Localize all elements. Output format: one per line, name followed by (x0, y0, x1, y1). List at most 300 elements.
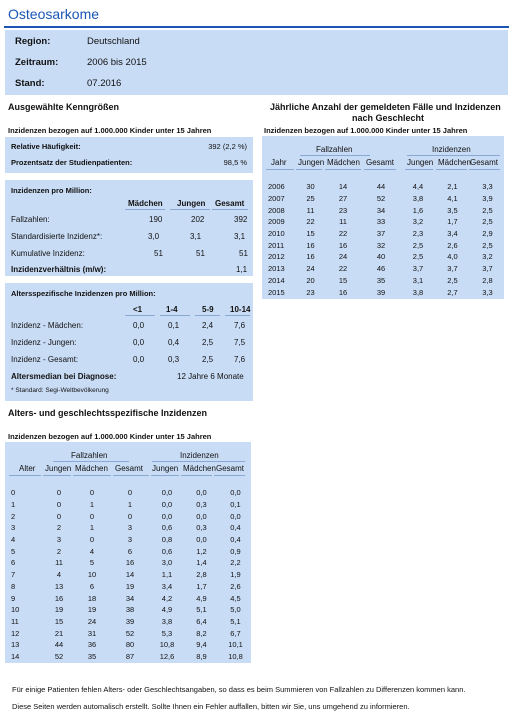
cell: 392 (234, 215, 248, 224)
kpi-value: 98,5 % (223, 158, 247, 167)
age-table (5, 487, 251, 662)
table-cell: 18 (87, 593, 97, 603)
table-cell: 2,6 (447, 240, 458, 250)
col: Mädchen (183, 464, 216, 473)
table-cell: 0,8 (161, 535, 173, 545)
group-divider (152, 461, 245, 462)
table-cell: 2,6 (230, 581, 241, 591)
row-key: 2010 (268, 229, 285, 239)
col-divider (113, 475, 149, 476)
year-table (262, 181, 504, 298)
table-cell: 0,0 (161, 500, 173, 510)
row-key: 8 (11, 581, 16, 591)
footer-note-2: Diese Seiten werden automalisch erstellt. Sollte Ihnen ein Fehler auffallen, bitten wir Sie, uns umgehend zu informieren. (12, 702, 410, 711)
table-cell: 3,9 (482, 194, 493, 204)
table-cell: 8,9 (196, 651, 207, 661)
table-cell: 16 (54, 593, 64, 603)
table-cell: 37 (376, 229, 386, 239)
table-cell: 0 (127, 488, 133, 498)
table-cell: 52 (376, 194, 386, 204)
table-cell: 0,0 (161, 488, 173, 498)
table-cell: 1,7 (196, 581, 207, 591)
row-key: 11 (11, 616, 19, 626)
row-key: 2011 (268, 240, 285, 250)
col: Gesamt (470, 158, 499, 167)
col-divider (195, 315, 220, 316)
table-cell: 2,5 (412, 252, 424, 262)
age-table-header (5, 442, 251, 487)
table-cell: 0,1 (230, 500, 241, 510)
row-key: 2009 (268, 217, 285, 227)
table-cell: 15 (306, 229, 315, 239)
table-cell: 3,8 (412, 194, 424, 204)
right-heading: Jährliche Anzahl der gemeldeten Fälle und Inzidenzen (270, 102, 501, 112)
table-cell: 24 (87, 616, 97, 626)
table-cell: 34 (376, 205, 386, 215)
table-cell: 0,6 (161, 523, 173, 533)
table-cell: 11 (55, 558, 63, 568)
table-cell: 0,9 (230, 546, 241, 556)
table-cell: 0,0 (230, 511, 241, 521)
meta-region (15, 36, 140, 47)
table-cell: 3,7 (412, 264, 424, 274)
table-cell: 23 (338, 205, 348, 215)
col: Mädchen (75, 464, 108, 473)
cell: 51 (239, 249, 248, 258)
row-key: 10 (11, 605, 20, 615)
table-row (262, 263, 504, 275)
table-cell: 2 (56, 523, 62, 533)
row-key: 2015 (268, 287, 285, 297)
table-cell: 1,7 (447, 217, 458, 227)
table-row (5, 616, 251, 628)
agespec-box (5, 283, 253, 401)
table-cell: 4,9 (161, 605, 173, 615)
table-cell: 24 (338, 252, 348, 262)
row-key: 2008 (268, 205, 285, 215)
col-age: 10-14 (230, 305, 251, 314)
table-cell: 2,5 (482, 205, 493, 215)
cell: 0,0 (133, 321, 145, 330)
table-cell: 44 (376, 182, 386, 192)
table-cell: 23 (306, 287, 315, 297)
table-row (262, 181, 504, 193)
row-key: 0 (11, 488, 16, 498)
footer-note-1: Für einige Patienten fehlen Alters- oder Geschlechtsangaben, so dass es beim Summieren von Fallzahlen zu Differenzen kommen kann. (12, 685, 466, 694)
cell: 2,5 (202, 338, 214, 347)
table-row (5, 499, 251, 511)
table-cell: 16 (125, 558, 135, 568)
table-cell: 0 (56, 511, 62, 521)
table-cell: 0,0 (230, 488, 241, 498)
median-label: Altersmedian bei Diagnose: (11, 372, 117, 381)
kpi-label: Prozentsatz der Studienpatienten: (11, 158, 133, 167)
kpi-value: 392 (2,2 %) (208, 142, 247, 151)
table-cell: 1 (89, 500, 95, 510)
table-row (262, 251, 504, 263)
table-cell: 3,2 (482, 252, 493, 262)
row-key: 2014 (268, 275, 285, 285)
table-cell: 40 (376, 252, 386, 262)
table-cell: 6,7 (230, 628, 241, 638)
col: Jungen (298, 158, 325, 167)
table-cell: 2,9 (482, 229, 493, 239)
table-cell: 2,5 (482, 240, 493, 250)
standard-note: * Standard: Segi-Weltbevölkerung (11, 387, 109, 394)
region-value: Deutschland (87, 36, 140, 47)
table-row (5, 557, 251, 569)
row-key: 1 (11, 500, 16, 510)
table-cell: 31 (87, 628, 97, 638)
table-cell: 4,4 (412, 182, 424, 192)
col-divider (9, 475, 41, 476)
cell: 190 (149, 215, 163, 224)
table-cell: 24 (306, 264, 315, 274)
table-cell: 12,6 (159, 651, 175, 661)
cell: 2,5 (202, 355, 214, 364)
table-cell: 39 (376, 287, 386, 297)
table-cell: 0 (127, 511, 133, 521)
table-row (5, 487, 251, 499)
col: Mädchen (438, 158, 471, 167)
cell: 3,1 (190, 232, 202, 241)
table-cell: 22 (338, 264, 348, 274)
row-key: 9 (11, 593, 16, 603)
row-key: 2012 (268, 252, 285, 262)
col-divider (266, 169, 294, 170)
table-cell: 14 (338, 182, 348, 192)
row-key: 2 (11, 511, 16, 521)
cell: 2,4 (202, 321, 214, 330)
cell: 3,1 (234, 232, 246, 241)
table-cell: 0 (89, 511, 95, 521)
table-cell: 44 (54, 640, 64, 650)
cell: 0,0 (133, 355, 145, 364)
row-label: Inzidenz - Jungen: (11, 338, 77, 347)
table-cell: 16 (306, 252, 315, 262)
table-row (5, 522, 251, 534)
table-row (262, 228, 504, 240)
table-cell: 11 (339, 217, 347, 227)
table-cell: 10,8 (228, 651, 243, 661)
row-label: Standardisierte Inzidenz*: (11, 232, 103, 241)
col-divider (225, 315, 250, 316)
table-cell: 32 (376, 240, 386, 250)
table-cell: 0,3 (196, 523, 207, 533)
col-divider (125, 315, 155, 316)
col-divider (364, 169, 396, 170)
table-cell: 1 (89, 523, 95, 533)
right-subheading: Inzidenzen bezogen auf 1.000.000 Kinder unter 15 Jahren (264, 126, 468, 135)
table-cell: 15 (54, 616, 64, 626)
table-cell: 13 (54, 581, 64, 591)
table-cell: 20 (306, 275, 315, 285)
col: Mädchen (327, 158, 360, 167)
table-cell: 3 (127, 523, 133, 533)
left-heading: Ausgewählte Kenngrößen (8, 102, 120, 112)
table-cell: 35 (376, 275, 386, 285)
group-divider (53, 461, 129, 462)
table-cell: 30 (306, 182, 315, 192)
col-divider (125, 209, 165, 210)
title-divider (4, 26, 509, 28)
page-title: Osteosarkome (8, 6, 100, 22)
region-label: Region: (15, 36, 51, 47)
col-jahr: Jahr (271, 158, 287, 167)
table-cell: 3,0 (161, 558, 173, 568)
group-inzidenzen: Inzidenzen (432, 145, 471, 154)
table-row (262, 239, 504, 251)
table-cell: 3,4 (161, 581, 173, 591)
row-key: 2006 (268, 182, 285, 192)
bottom-heading: Alters- und geschlechtsspezifische Inzidenzen (8, 408, 208, 418)
table-cell: 4,0 (447, 252, 458, 262)
year-table-body (262, 181, 504, 299)
cell: 7,6 (234, 355, 246, 364)
right-heading-2: nach Geschlecht (352, 113, 425, 123)
row-key: 7 (11, 570, 16, 580)
table-cell: 8,2 (196, 628, 207, 638)
table-cell: 0,0 (196, 535, 207, 545)
table-cell: 87 (125, 651, 135, 661)
table-cell: 1,6 (412, 205, 424, 215)
table-cell: 80 (125, 640, 135, 650)
col: Jungen (45, 464, 72, 473)
table-cell: 4,1 (447, 194, 458, 204)
table-cell: 35 (87, 651, 97, 661)
table-cell: 14 (125, 570, 135, 580)
col-divider (151, 475, 179, 476)
table-cell: 0,4 (230, 535, 241, 545)
row-key: 2013 (268, 264, 285, 274)
table-cell: 5 (89, 558, 95, 568)
bottom-subheading: Inzidenzen bezogen auf 1.000.000 Kinder unter 15 Jahren (8, 432, 212, 441)
table-cell: 22 (338, 229, 348, 239)
cell: 0,4 (168, 338, 180, 347)
col-divider (296, 169, 322, 170)
col-divider (469, 169, 500, 170)
table-row (262, 204, 504, 216)
cell: 7,6 (234, 321, 246, 330)
table-cell: 2 (56, 546, 62, 556)
table-cell: 16 (338, 287, 348, 297)
ratio-label: Inzidenzverhältnis (m/w): (11, 265, 107, 274)
col-divider (405, 169, 433, 170)
table-cell: 1,2 (196, 546, 207, 556)
table-cell: 16 (306, 240, 315, 250)
col-divider (436, 169, 467, 170)
permillion-box (5, 180, 253, 276)
table-cell: 2,7 (447, 287, 458, 297)
table-cell: 2,5 (482, 217, 493, 227)
period-label: Zeitraum: (15, 57, 59, 68)
meta-panel (5, 30, 508, 95)
col: Gesamt (115, 464, 144, 473)
table-row (5, 604, 251, 616)
meta-period (15, 57, 147, 68)
table-cell: 33 (376, 217, 386, 227)
col-age: 1-4 (166, 305, 178, 314)
row-key: 13 (11, 640, 20, 650)
table-cell: 5,1 (196, 605, 207, 615)
table-cell: 19 (125, 581, 135, 591)
state-value: 07.2016 (87, 78, 122, 89)
table-cell: 38 (125, 605, 135, 615)
table-cell: 3,7 (482, 264, 493, 274)
table-cell: 19 (54, 605, 64, 615)
table-cell: 0,3 (196, 500, 207, 510)
row-label: Inzidenz - Gesamt: (11, 355, 79, 364)
table-cell: 1,1 (161, 570, 173, 580)
table-row (262, 193, 504, 205)
table-cell: 52 (54, 651, 64, 661)
table-cell: 3,1 (412, 275, 424, 285)
table-row (5, 592, 251, 604)
table-cell: 10,8 (159, 640, 175, 650)
table-cell: 6 (127, 546, 133, 556)
row-key: 5 (11, 546, 16, 556)
row-key: 14 (11, 651, 20, 661)
table-cell: 0,0 (196, 511, 207, 521)
col-gesamt: Gesamt (215, 199, 245, 208)
table-row (5, 510, 251, 522)
group-divider (300, 155, 370, 156)
cell: 0,1 (168, 321, 180, 330)
kpi-box (5, 137, 253, 173)
period-value: 2006 bis 2015 (87, 57, 147, 68)
table-cell: 2,8 (482, 275, 493, 285)
table-cell: 5,0 (230, 605, 241, 615)
table-cell: 10 (87, 570, 97, 580)
table-cell: 3,3 (482, 182, 493, 192)
table-cell: 4,5 (230, 593, 241, 603)
table-row (5, 534, 251, 546)
table-cell: 1,9 (230, 570, 241, 580)
col-jungen: Jungen (177, 199, 206, 208)
table-cell: 3,3 (482, 287, 493, 297)
ratio-value: 1,1 (236, 265, 248, 274)
left-subheading: Inzidenzen bezogen auf 1.000.000 Kinder unter 15 Jahren (8, 126, 212, 135)
table-cell: 3,2 (412, 217, 424, 227)
table-cell: 2,8 (196, 570, 207, 580)
age-table-body (5, 487, 251, 663)
table-cell: 3 (127, 535, 133, 545)
col-divider (170, 209, 210, 210)
table-cell: 3,8 (161, 616, 173, 626)
col: Gesamt (366, 158, 395, 167)
table-cell: 22 (306, 217, 315, 227)
table-cell: 27 (338, 194, 348, 204)
table-cell: 16 (338, 240, 348, 250)
col-alter: Alter (19, 464, 36, 473)
cell: 0,3 (168, 355, 180, 364)
col-maedchen: Mädchen (128, 199, 163, 208)
table-cell: 2,2 (230, 558, 241, 568)
table-cell: 36 (87, 640, 97, 650)
col-divider (181, 475, 212, 476)
cell: 51 (154, 249, 163, 258)
table-cell: 46 (376, 264, 386, 274)
row-key: 4 (11, 535, 16, 545)
table-cell: 5,3 (161, 628, 173, 638)
kpi-label: Relative Häufigkeit: (11, 142, 81, 151)
table-cell: 0 (56, 488, 62, 498)
cell: 3,0 (148, 232, 160, 241)
table-cell: 34 (125, 593, 135, 603)
table-row (262, 275, 504, 287)
group-divider (407, 155, 500, 156)
col-divider (214, 475, 245, 476)
table-cell: 0,0 (161, 511, 173, 521)
state-label: Stand: (15, 78, 45, 89)
group-fallzahlen: Fallzahlen (316, 145, 353, 154)
table-cell: 4,2 (161, 593, 173, 603)
col-age: 5-9 (202, 305, 214, 314)
table-row (5, 627, 251, 639)
table-cell: 15 (338, 275, 348, 285)
table-cell: 10,1 (228, 640, 243, 650)
table-cell: 11 (306, 205, 315, 215)
table-cell: 0 (56, 500, 62, 510)
table-row (5, 545, 251, 557)
median-value: 12 Jahre 6 Monate (177, 372, 244, 381)
table-row (5, 581, 251, 593)
table-cell: 0,0 (196, 488, 207, 498)
table-cell: 0 (89, 535, 95, 545)
col-divider (73, 475, 111, 476)
table-cell: 52 (125, 628, 135, 638)
table-cell: 2,5 (447, 275, 458, 285)
cell: 202 (191, 215, 205, 224)
col-divider (212, 209, 248, 210)
table-cell: 2,5 (412, 240, 424, 250)
table-cell: 3,5 (447, 205, 458, 215)
table-cell: 0,6 (161, 546, 173, 556)
table-cell: 19 (87, 605, 97, 615)
agespec-heading: Altersspezifische Inzidenzen pro Million: (11, 289, 156, 298)
row-label: Kumulative Inzidenz: (11, 249, 85, 258)
meta-state (15, 78, 121, 89)
table-cell: 2,1 (447, 182, 458, 192)
col: Gesamt (216, 464, 245, 473)
col-age: <1 (133, 305, 143, 314)
row-key: 2007 (268, 194, 285, 204)
cell: 51 (196, 249, 205, 258)
col: Jungen (407, 158, 434, 167)
year-table-header (262, 136, 504, 181)
group-inzidenzen: Inzidenzen (180, 451, 219, 460)
col-divider (160, 315, 190, 316)
table-cell: 3,8 (412, 287, 424, 297)
row-key: 6 (11, 558, 16, 568)
table-cell: 4 (89, 546, 95, 556)
col-divider (325, 169, 361, 170)
table-cell: 9,4 (196, 640, 207, 650)
table-cell: 21 (54, 628, 64, 638)
row-key: 12 (11, 628, 20, 638)
table-row (262, 216, 504, 228)
cell: 0,0 (133, 338, 145, 347)
row-label: Fallzahlen: (11, 215, 50, 224)
table-cell: 2,3 (412, 229, 424, 239)
table-cell: 1,4 (196, 558, 207, 568)
table-cell: 0 (89, 488, 95, 498)
row-key: 3 (11, 523, 16, 533)
table-row (5, 569, 251, 581)
table-cell: 4,9 (196, 593, 207, 603)
table-cell: 25 (306, 194, 315, 204)
table-cell: 3,4 (447, 229, 458, 239)
